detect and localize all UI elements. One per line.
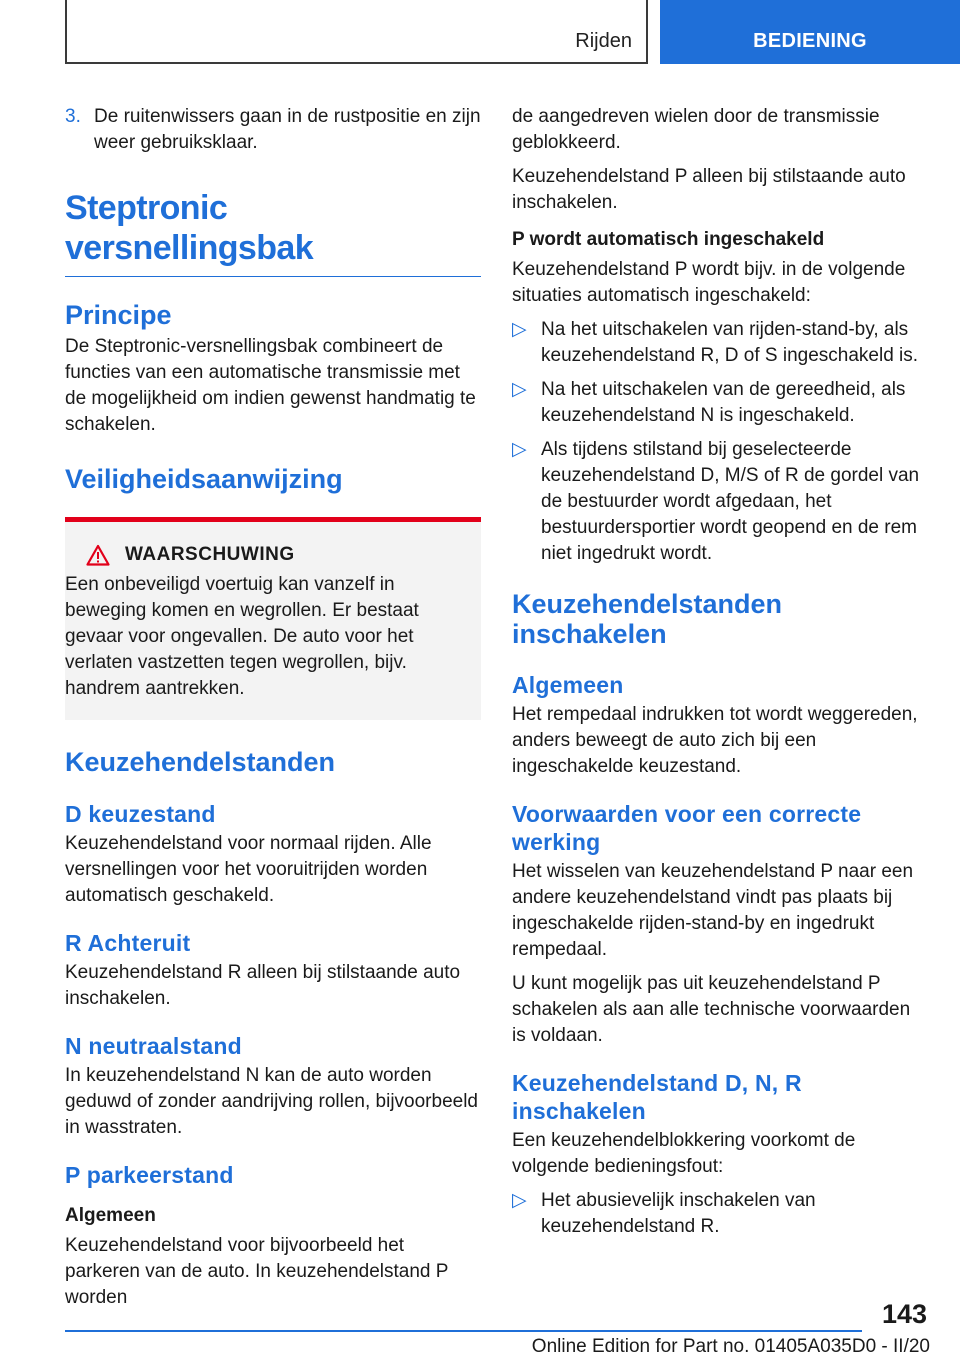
list-item: [512, 1188, 927, 1240]
section-tab: [660, 0, 960, 64]
warning-box: [65, 517, 481, 720]
step-number: 3.: [65, 106, 81, 127]
r-heading: R Achteruit: [65, 930, 191, 956]
auto-heading: P wordt automatisch ingeschakeld: [512, 229, 825, 250]
p-heading: P parkeerstand: [65, 1162, 234, 1188]
voorwaarden-text-2: U kunt mogelijk pas uit keuzehendelstand P schakelen als aan alle technische voorwaarden is voldaan.: [512, 973, 911, 1046]
list-item: [512, 377, 927, 429]
left-column: [65, 104, 481, 1311]
list-item-text: Na het uitschakelen van de gereedheid, als keuzehendelstand N is ingeschakeld.: [541, 379, 906, 426]
list-item: [512, 317, 927, 369]
warning-triangle-icon: [86, 544, 110, 566]
principe-heading: Principe: [65, 300, 172, 330]
list-item-text: Als tijdens stilstand bij geselecteerde keuzehendelstand D, M/S of R de gordel van de bestuurder wordt afgedaan, het bestuurdersportier wordt geopend en de rem niet ingedrukt wordt.: [541, 439, 920, 564]
step-text: De ruitenwissers gaan in de rustpositie en zijn weer gebruiksklaar.: [94, 106, 481, 153]
section-tab-label: BEDIENING: [753, 30, 867, 52]
page-number: 143: [881, 1299, 927, 1329]
veiligheid-heading: Veiligheidsaanwijzing: [65, 464, 343, 494]
right-column: [512, 104, 927, 1240]
dnr-heading: Keuzehendelstand D, N, R inschakelen: [512, 1070, 802, 1124]
list-item-text: Na het uitschakelen van rijden-stand-by, als keuzehendelstand R, D of S ingeschakeld is.: [541, 319, 919, 366]
algemeen-text: Het rempedaal indrukken tot wordt weggereden, anders beweegt de auto zich bij een ingeschakelde keuzestand.: [512, 704, 918, 777]
r-text: Keuzehendelstand R alleen bij stilstaande auto inschakelen.: [65, 962, 461, 1009]
d-text: Keuzehendelstand voor normaal rijden. Alle versnellingen voor het vooruitrijden worden automatisch geschakeld.: [65, 833, 432, 906]
inschakelen-heading: Keuzehendelstanden inschakelen: [512, 589, 783, 649]
principe-text: De Steptronic-versnellingsbak combineert de functies van een automatische transmissie met de mogelijkheid om indien gewenst handmatig te schakelen.: [65, 336, 476, 435]
algemeen-heading-left: Algemeen: [65, 1205, 156, 1226]
bullet-triangle-icon: ▷: [512, 319, 527, 340]
footer-rule: [65, 1330, 862, 1332]
voorwaarden-text: Het wisselen van keuzehendelstand P naar een andere keuzehendelstand vindt pas plaats bij ingeschakelde rijden-stand-by en ingedrukt rempedaal.: [512, 861, 914, 960]
warning-title: WAARSCHUWING: [125, 544, 295, 565]
warning-text: Een onbeveiligd voertuig kan vanzelf in beweging komen en wegrollen. Er bestaat gevaar voor ongevallen. De auto voor het verlaten vastzetten tegen wegrollen, bijv. handrem aantrekken.: [65, 574, 419, 699]
page-title: Steptronic versnellingsbak: [65, 188, 481, 277]
n-heading: N neutraalstand: [65, 1033, 242, 1059]
chapter-tab-label: Rijden: [575, 30, 632, 52]
keuze-heading: Keuzehendelstanden: [65, 747, 336, 777]
d-heading: D keuzestand: [65, 801, 216, 827]
dnr-text: Een keuzehendelblokkering voorkomt de volgende bedieningsfout:: [512, 1130, 856, 1177]
auto-text: Keuzehendelstand P wordt bijv. in de volgende situaties automatisch ingeschakeld:: [512, 259, 906, 306]
bullet-triangle-icon: ▷: [512, 379, 527, 400]
p-text: Keuzehendelstand voor bijvoorbeeld het parkeren van de auto. In keuzehendelstand P worden: [65, 1235, 449, 1308]
algemeen-heading-right: Algemeen: [512, 672, 624, 698]
list-item: [512, 437, 927, 567]
bullet-triangle-icon: ▷: [512, 1190, 527, 1211]
bullet-triangle-icon: ▷: [512, 439, 527, 460]
p-text-2: Keuzehendelstand P alleen bij stilstaande auto inschakelen.: [512, 166, 906, 213]
step-3: [65, 104, 481, 156]
list-item-text: Het abusievelijk inschakelen van keuzehendelstand R.: [541, 1190, 816, 1237]
warning-header: [65, 544, 473, 566]
n-text: In keuzehendelstand N kan de auto worden geduwd of zonder aandrijving rollen, bijvoorbeeld in wasstraten.: [65, 1065, 478, 1138]
chapter-tab: [65, 0, 648, 64]
p-text-continued: de aangedreven wielen door de transmissie geblokkeerd.: [512, 106, 880, 153]
voorwaarden-heading: Voorwaarden voor een correcte werking: [512, 801, 862, 855]
edition-note: Online Edition for Part no. 01405A035D0 - II/20: [531, 1336, 930, 1357]
